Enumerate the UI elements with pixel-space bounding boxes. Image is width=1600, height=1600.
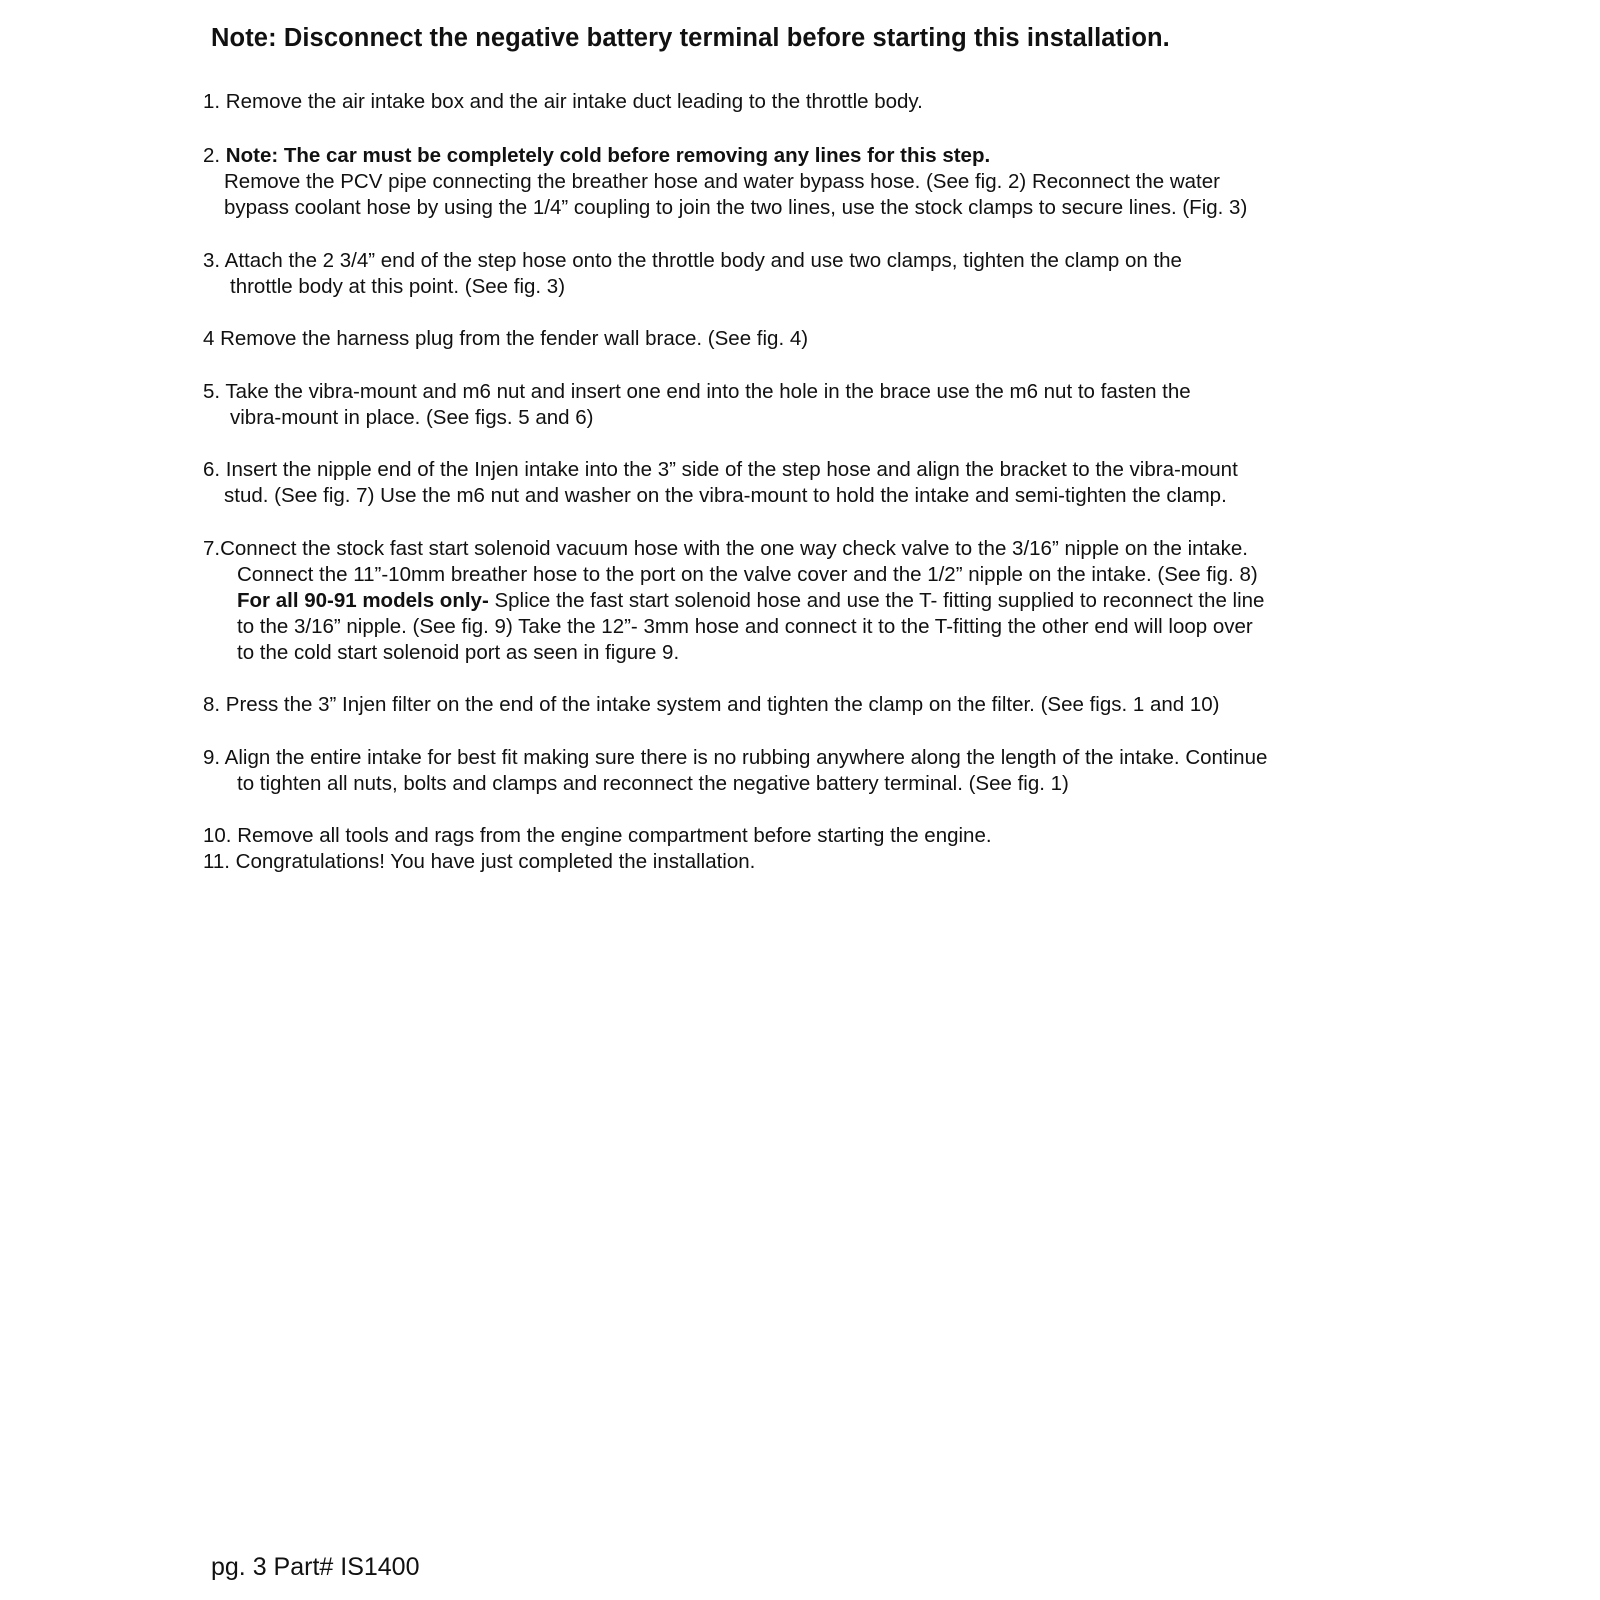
step-3-line-1: 3. Attach the 2 3/4” end of the step hose onto the throttle body and use two clamps, tighten the clamp on the <box>203 249 1182 272</box>
step-2-line-3: bypass coolant hose by using the 1/4” coupling to join the two lines, use the stock clamps to secure lines. (Fig. 3) <box>224 196 1248 219</box>
step-10: 10. Remove all tools and rags from the engine compartment before starting the engine. <box>203 824 992 847</box>
step-9-line-2: to tighten all nuts, bolts and clamps and reconnect the negative battery terminal. (See fig. 1) <box>237 772 1069 795</box>
warning-heading: Note: Disconnect the negative battery terminal before starting this installation. <box>211 24 1170 52</box>
step-4: 4 Remove the harness plug from the fender wall brace. (See fig. 4) <box>203 327 809 350</box>
step-2-note: Note: The car must be completely cold before removing any lines for this step. <box>225 144 991 167</box>
step-5-line-1: 5. Take the vibra-mount and m6 nut and insert one end into the hole in the brace use the m6 nut to fasten the <box>203 380 1191 403</box>
step-7-line-2: Connect the 11”-10mm breather hose to the port on the valve cover and the 1/2” nipple on the intake. (See fig. 8) <box>237 563 1258 586</box>
step-7-line-4: to the 3/16” nipple. (See fig. 9) Take the 12”- 3mm hose and connect it to the T-fitting the other end will loop over <box>237 615 1253 638</box>
step-3-line-2: throttle body at this point. (See fig. 3) <box>230 275 566 298</box>
step-5-line-2: vibra-mount in place. (See figs. 5 and 6) <box>230 406 594 429</box>
step-2-number: 2. <box>203 144 226 167</box>
step-1: 1. Remove the air intake box and the air intake duct leading to the throttle body. <box>203 90 923 113</box>
step-7-line-5: to the cold start solenoid port as seen in figure 9. <box>237 641 680 664</box>
step-7-models-note: For all 90-91 models only- <box>237 589 489 612</box>
step-2-note-line <box>203 143 990 169</box>
step-9-line-1: 9. Align the entire intake for best fit making sure there is no rubbing anywhere along the length of the intake. Continue <box>203 746 1268 769</box>
step-11: 11. Congratulations! You have just completed the installation. <box>203 850 756 873</box>
step-7-line-3 <box>237 588 1264 614</box>
step-2-line-2: Remove the PCV pipe connecting the breather hose and water bypass hose. (See fig. 2) Reconnect the water <box>224 170 1220 193</box>
page-footer: pg. 3 Part# IS1400 <box>211 1553 420 1581</box>
step-7-line-3-text: Splice the fast start solenoid hose and use the T- fitting supplied to reconnect the line <box>488 589 1265 612</box>
step-7-line-1: 7.Connect the stock fast start solenoid vacuum hose with the one way check valve to the 3/16” nipple on the intake. <box>203 537 1248 560</box>
step-6-line-2: stud. (See fig. 7) Use the m6 nut and washer on the vibra-mount to hold the intake and semi-tighten the clamp. <box>224 484 1227 507</box>
step-6-line-1: 6. Insert the nipple end of the Injen intake into the 3” side of the step hose and align the bracket to the vibra-mount <box>203 458 1238 481</box>
step-8: 8. Press the 3” Injen filter on the end of the intake system and tighten the clamp on the filter. (See figs. 1 and 10) <box>203 693 1220 716</box>
